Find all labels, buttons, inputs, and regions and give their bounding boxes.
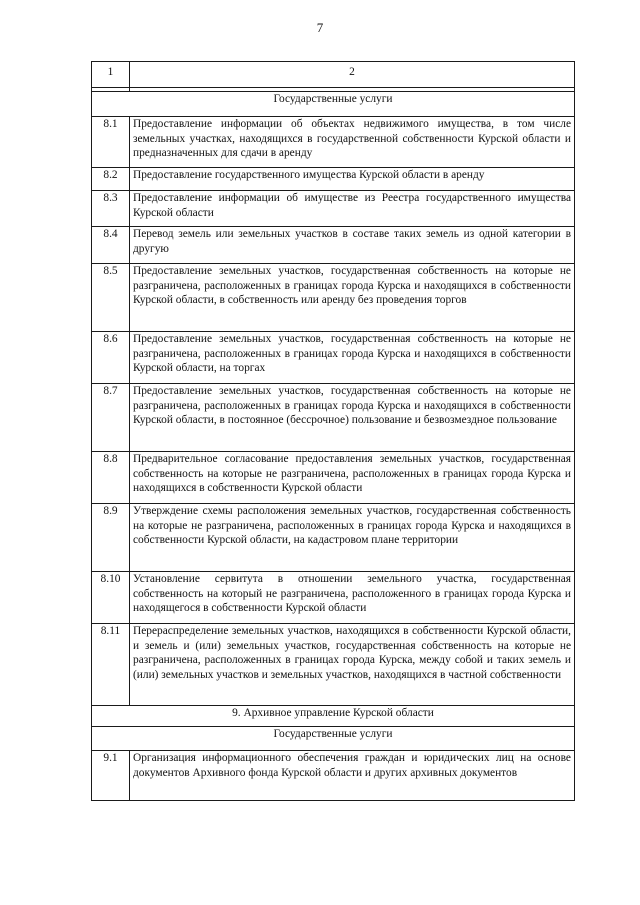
- section-title: Государственные услуги: [92, 92, 575, 117]
- table-row: [92, 264, 575, 332]
- row-number: 8.2: [92, 168, 130, 191]
- row-number: 8.9: [92, 504, 130, 572]
- header-col-2: 2: [130, 62, 575, 88]
- table-row: [92, 117, 575, 168]
- row-text: Предварительное согласование предоставления земельных участков, государственная собственность на которые не разграничена, расположенных в границах города Курска и находящихся в собственности Курской области: [130, 452, 575, 504]
- row-text: Перевод земель или земельных участков в составе таких земель из одной категории в другую: [130, 227, 575, 264]
- services-table: [91, 61, 575, 801]
- row-text: Утверждение схемы расположения земельных участков, государственная собственность на которые не разграничена, расположенных в границах города Курска и находящихся в собственности Курской области, на кадастровом плане территории: [130, 504, 575, 572]
- table-row: [92, 191, 575, 227]
- table-row: [92, 624, 575, 706]
- row-number: 8.5: [92, 264, 130, 332]
- row-number: 8.6: [92, 332, 130, 384]
- row-text: Предоставление земельных участков, государственная собственность на которые не разграничена, расположенных в границах города Курска и находящихся в собственности Курской области, на торгах: [130, 332, 575, 384]
- row-text: Перераспределение земельных участков, находящихся в собственности Курской области, и земель и (или) земельных участков, государственная собственность на которые не разграничена, расположенных в границах города Курска, между собой и таких земель и (или) земельных участков и земельных участков, находящихся в частной собственности: [130, 624, 575, 706]
- table-header-row: [92, 62, 575, 88]
- table-row: [92, 572, 575, 624]
- row-text: Установление сервитута в отношении земельного участка, государственная собственность на который не разграничена, расположенного в границах города Курска и находящегося в собственности Курской области: [130, 572, 575, 624]
- table-row: [92, 227, 575, 264]
- row-number: 8.8: [92, 452, 130, 504]
- row-number: 8.7: [92, 384, 130, 452]
- table-row: [92, 452, 575, 504]
- row-text: Организация информационного обеспечения граждан и юридических лиц на основе документов Архивного фонда Курской области и других архивных документов: [130, 751, 575, 801]
- row-text: Предоставление земельных участков, государственная собственность на которые не разграничена, расположенных в границах города Курска и находящихся в собственности Курской области, в собственность или аренду без проведения торгов: [130, 264, 575, 332]
- page-number: 7: [316, 20, 324, 35]
- row-text: Предоставление информации об имуществе из Реестра государственного имущества Курской области: [130, 191, 575, 227]
- section-row: [92, 92, 575, 117]
- row-number: 8.10: [92, 572, 130, 624]
- row-number: 8.3: [92, 191, 130, 227]
- section-row: [92, 727, 575, 751]
- header-col-1: 1: [92, 62, 130, 88]
- row-number: 8.4: [92, 227, 130, 264]
- row-number: 9.1: [92, 751, 130, 801]
- row-text: Предоставление земельных участков, государственная собственность на которые не разграничена, расположенных в границах города Курска и находящихся в собственности Курской области, в постоянное (бессрочное) пользование и безвозмездное пользование: [130, 384, 575, 452]
- table-row: [92, 332, 575, 384]
- table-row: [92, 751, 575, 801]
- row-number: 8.11: [92, 624, 130, 706]
- section-title: Государственные услуги: [92, 727, 575, 751]
- row-text: Предоставление информации об объектах недвижимого имущества, в том числе земельных участках, находящихся в государственной собственности Курской области и предназначенных для сдачи в аренду: [130, 117, 575, 168]
- table-row: [92, 504, 575, 572]
- section-title: 9. Архивное управление Курской области: [92, 706, 575, 727]
- table-row: [92, 384, 575, 452]
- row-number: 8.1: [92, 117, 130, 168]
- table-row: [92, 168, 575, 191]
- section-row: [92, 706, 575, 727]
- row-text: Предоставление государственного имущества Курской области в аренду: [130, 168, 575, 191]
